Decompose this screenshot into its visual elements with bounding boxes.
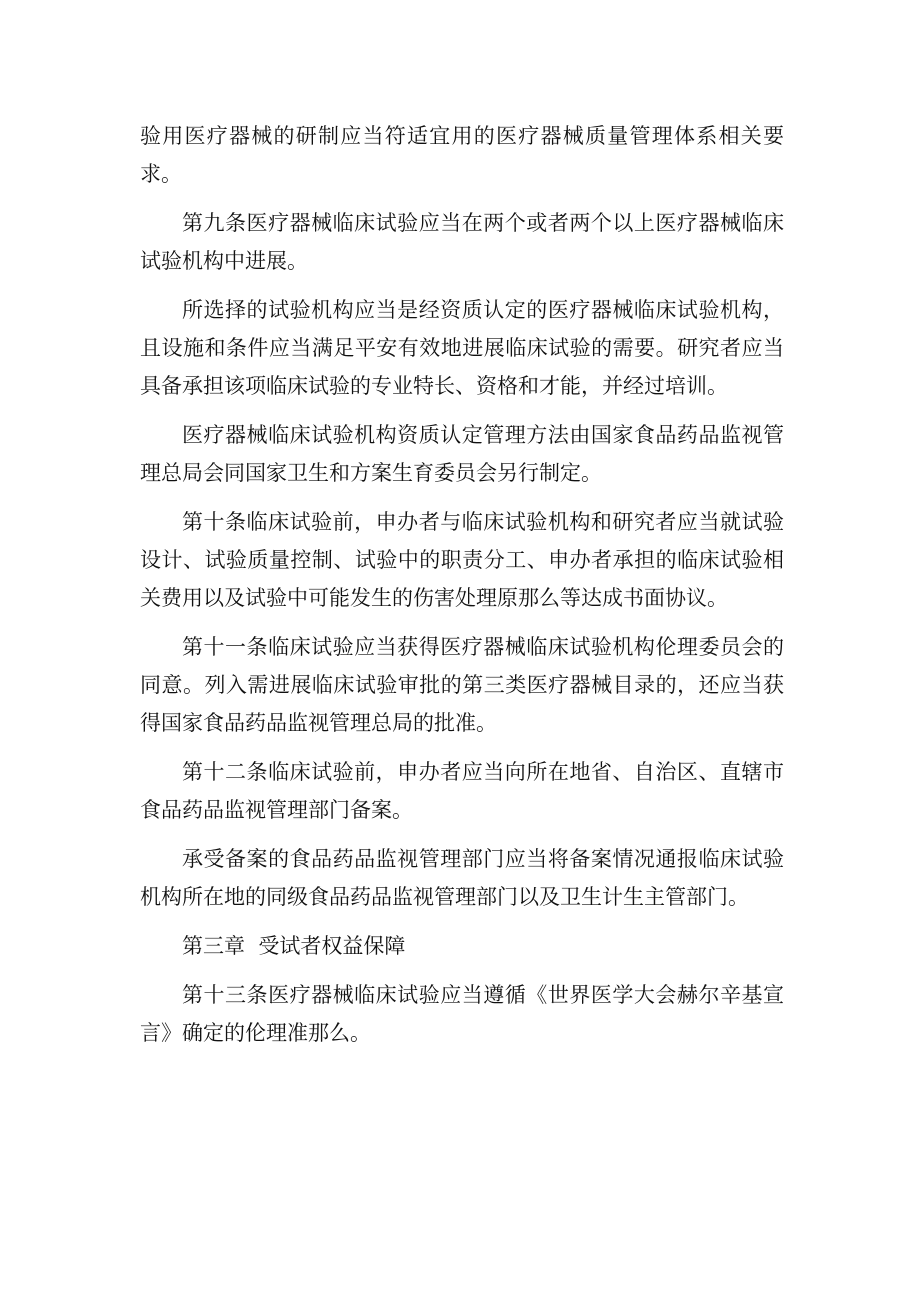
- paragraph-article-9: 第九条医疗器械临床试验应当在两个或者两个以上医疗器械临床试验机构中进展。: [140, 211, 784, 273]
- paragraph-article-10: 第十条临床试验前，申办者与临床试验机构和研究者应当就试验设计、试验质量控制、试验中的职责分工、申办者承担的临床试验相关费用以及试验中可能发生的伤害处理原那么等达成书面协议。: [140, 510, 784, 610]
- paragraph-qualification-method: 医疗器械临床试验机构资质认定管理方法由国家食品药品监视管理总局会同国家卫生和方案生育委员会另行制定。: [140, 423, 784, 485]
- chapter-heading: 第三章 受试者权益保障: [182, 934, 406, 958]
- paragraph-article-13: 第十三条医疗器械临床试验应当遵循《世界医学大会赫尔辛基宣言》确定的伦理准那么。: [140, 983, 784, 1045]
- paragraph-continued: 验用医疗器械的研制应当符适宜用的医疗器械质量管理体系相关要求。: [140, 124, 784, 186]
- paragraph-article-11: 第十一条临床试验应当获得医疗器械临床试验机构伦理委员会的同意。列入需进展临床试验审批的第三类医疗器械目录的，还应当获得国家食品药品监视管理总局的批准。: [140, 635, 784, 735]
- paragraph-filing-notification: 承受备案的食品药品监视管理部门应当将备案情况通报临床试验机构所在地的同级食品药品监视管理部门以及卫生计生主管部门。: [140, 847, 784, 909]
- paragraph-article-12: 第十二条临床试验前，申办者应当向所在地省、自治区、直辖市食品药品监视管理部门备案。: [140, 760, 784, 822]
- paragraph-institution-requirements: 所选择的试验机构应当是经资质认定的医疗器械临床试验机构，且设施和条件应当满足平安有效地进展临床试验的需要。研究者应当具备承担该项临床试验的专业特长、资格和才能，并经过培训。: [140, 298, 784, 398]
